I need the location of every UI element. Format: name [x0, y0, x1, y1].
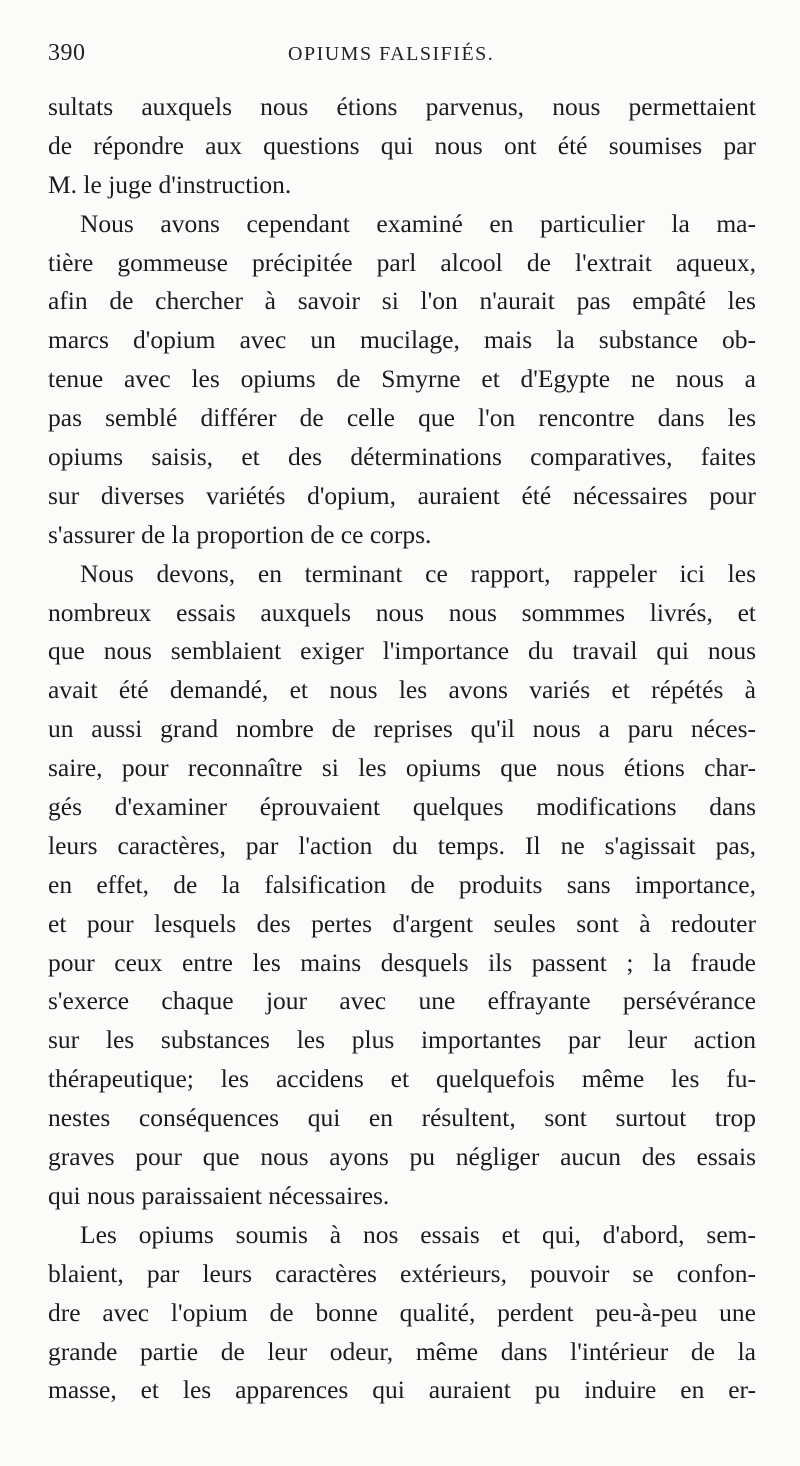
text-line: afin de chercher à savoir si l'on n'aurait pas empâté les	[48, 286, 756, 316]
text-line: de répondre aux questions qui nous ont été soumises par	[48, 130, 756, 160]
text-line: sur diverses variétés d'opium, auraient été nécessaires pour	[48, 480, 756, 510]
text-line: en effet, de la falsification de produits sans importance,	[48, 869, 756, 899]
text-line: pour ceux entre les mains desquels ils passent ; la fraude	[48, 947, 756, 977]
page-header	[48, 40, 748, 80]
text-line: leurs caractères, par l'action du temps. Il ne s'agissait pas,	[48, 830, 756, 860]
text-line: sur les substances les plus importantes par leur action	[48, 1025, 756, 1055]
text-line: tenue avec les opiums de Smyrne et d'Egypte ne nous a	[48, 364, 756, 394]
text-line: opiums saisis, et des déterminations comparatives, faites	[48, 442, 756, 472]
text-line: nestes conséquences qui en résultent, sont surtout trop	[48, 1103, 756, 1133]
text-line: s'exerce chaque jour avec une effrayante persévérance	[48, 986, 756, 1016]
text-line: marcs d'opium avec un mucilage, mais la substance ob-	[48, 325, 756, 355]
text-line: saire, pour reconnaître si les opiums que nous étions char-	[48, 753, 756, 783]
text-line: que nous semblaient exiger l'importance du travail qui nous	[48, 636, 756, 666]
body-text	[48, 88, 756, 1410]
text-line: un aussi grand nombre de reprises qu'il nous a paru néces-	[48, 714, 756, 744]
text-line: s'assurer de la proportion de ce corps.	[48, 519, 432, 549]
text-line: gés d'examiner éprouvaient quelques modifications dans	[48, 792, 756, 822]
text-line: tière gommeuse précipitée parl alcool de l'extrait aqueux,	[48, 247, 756, 277]
text-line: et pour lesquels des pertes d'argent seules sont à redouter	[48, 908, 756, 938]
paragraph-start-line: Nous devons, en terminant ce rapport, rappeler ici les	[80, 558, 756, 588]
text-line: dre avec l'opium de bonne qualité, perdent peu-à-peu une	[48, 1297, 756, 1327]
paragraph-start-line: Nous avons cependant examiné en particulier la ma-	[80, 208, 756, 238]
running-head: OPIUMS FALSIFIÉS.	[288, 43, 495, 65]
text-line: avait été demandé, et nous les avons variés et répétés à	[48, 675, 756, 705]
text-line: blaient, par leurs caractères extérieurs, pouvoir se confon-	[48, 1258, 756, 1288]
text-line: M. le juge d'instruction.	[48, 169, 292, 199]
text-line: grande partie de leur odeur, même dans l'intérieur de la	[48, 1336, 756, 1366]
text-line: sultats auxquels nous étions parvenus, nous permettaient	[48, 92, 756, 121]
text-line: graves pour que nous ayons pu négliger aucun des essais	[48, 1142, 756, 1172]
text-line: masse, et les apparences qui auraient pu induire en er-	[48, 1375, 756, 1405]
text-line: pas semblé différer de celle que l'on rencontre dans les	[48, 403, 756, 433]
text-line: thérapeutique; les accidens et quelquefois même les fu-	[48, 1064, 756, 1094]
text-line: nombreux essais auxquels nous nous sommmes livrés, et	[48, 597, 756, 627]
text-line: qui nous paraissaient nécessaires.	[48, 1180, 390, 1210]
page-number: 390	[48, 40, 86, 66]
paragraph-start-line: Les opiums soumis à nos essais et qui, d'abord, sem-	[80, 1219, 756, 1249]
